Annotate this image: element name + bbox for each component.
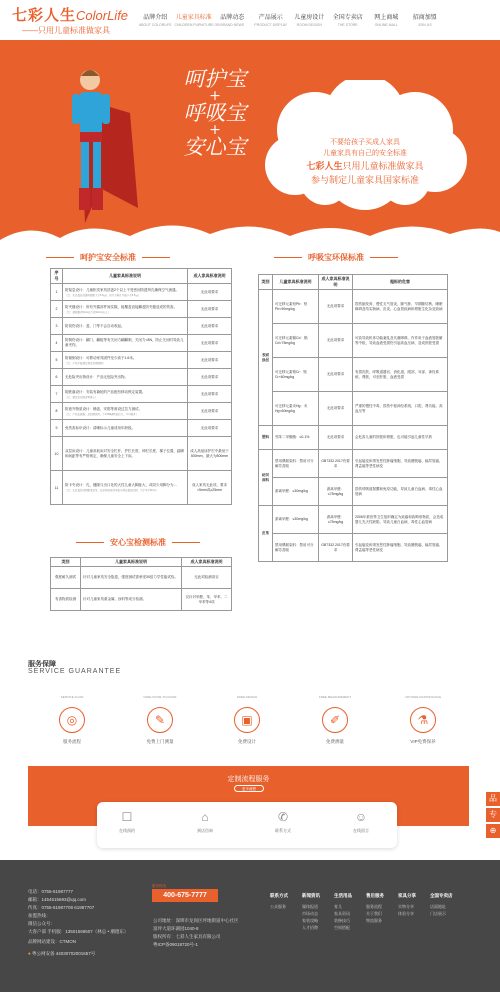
row-description xyxy=(63,403,188,420)
step-message[interactable]: ☺ 在线留言 xyxy=(341,810,381,834)
section-title-inspection: 安心宝检测标准 xyxy=(70,537,206,548)
hazard-text: 引起癌变和诱发恶性肿瘤细胞、导致膀胱癌、输尿管癌、肾盂癌等恶性病变 xyxy=(353,450,448,478)
row-description-main: 防夹缝设计：所有外露部件间实隙，能覆盖直接翻盖防夹缝造成的伤害。 xyxy=(65,304,177,309)
nav-item-news[interactable]: 品牌动态 BRAND NEWS xyxy=(220,15,245,27)
footer-col-stores: 全国专卖店 店面地址 门店展示 xyxy=(430,893,453,916)
row-adult-standard: 无此项要求 xyxy=(188,386,232,403)
row-number: 3 xyxy=(51,318,63,335)
row-adult-standard: 成人高低床护栏中最低于500mm，最大为800mm xyxy=(188,437,232,471)
row-description-note: （注：规格要求5mm以下或12mm以上） xyxy=(65,310,111,314)
category-cell: 表面涂层 xyxy=(259,290,273,426)
row-description xyxy=(63,369,188,386)
inspection-adult: 仅针对甲醛、苯、甲苯、二甲苯等4项 xyxy=(182,589,232,611)
row-adult-standard: 无此项要求 xyxy=(188,420,232,437)
environment-row xyxy=(259,534,448,562)
safety-standard-table: 序号 儿童家具标准说明 成人家具标准说明 1 防窒息设计：儿童柜类家具顶盖2个以上不受密闭防透风孔确保空气流通。 （注：孔径直径或通风面积大于6.5㎝²，如为方形孔不能小于6.5㎝） 无此项要求 2 防夹缝设计：所有外露部件间实隙，能覆盖直接翻盖防夹缝造成的伤害。 （注：规格要求5mm以下或12mm以上） 无此项要求 3 防误伤设计：盖、门等不会自动收起。 无此项要求 4 防倒伤设计：翻门、翻板等有关闭力翻翻制，关闭力<8N，防止关闭时导致儿童夹伤。 无此项要求 5 防倾倒设计：可移动家具固件至少高于1.6米。 （注：产品不能超过规定高度限制） 无此项要求 6 无危险突出物设计：产品无危险突出物。 无此项要求 7 防跌落设计：安装有撬轮的产品配有移动锁定装置。 （注：要定位在固定物体上） 无此项要求 8 防意外物质设计：桶盖、安排等被设过拉力测试。 （注：产品在做推、拉的测试时，下0.95kgf物品拉力，不可被开） 无此项要求 9 免伤害标识设计：清晰标示儿童适用年龄段。 无此项要求 10 双层床设计：儿童高低床对安全栏杆、护栏长度、伸栏长度、梯子位置、踏脚和间距等有严格规定，确保儿童安全上下床。 成人高低床护栏中最低于500mm，最大为800mm 11 防卡夹设计：孔、缝隙与出口处的大性儿童大脚趾大，或同少用脚分为… （注：孔处直径或间距适宜等，在拉伸适宜或可能与伸出直径区间，大于等于8mm） 成人家具无此项，要求<5mm或≥25mm xyxy=(50,268,232,505)
footer-col-news: 新闻资讯 媒体报道 市场动态 家装攻略 人才招聘 xyxy=(302,893,320,930)
row-adult-standard: 无此项要求 xyxy=(188,318,232,335)
environment-row xyxy=(259,478,448,506)
row-description-note: （注：孔处直径或间距适宜等，在拉伸适宜或可能与伸出直径区间，大于等于8mm） xyxy=(65,489,159,492)
slogan-safe: 安心宝 xyxy=(183,135,247,159)
safety-row xyxy=(51,471,232,505)
cloud-text: 不要给孩子买成人家具 儿童家具有自己的安全标准 七彩人生只用儿童标准做家具 参与制定儿童家具国家标准 xyxy=(306,139,424,185)
store-icon: ⌂ xyxy=(201,810,209,824)
step-online-booking[interactable]: ☐ 在线预约 xyxy=(107,810,147,834)
child-standard: 游离甲醛：≤30mg/kg xyxy=(273,506,319,534)
section-title-safety: 呵护宝安全标准 xyxy=(40,252,176,263)
brand-logo[interactable] xyxy=(12,4,129,35)
child-standard: 可迁移元素铬Cr：铬Cr<60mg/kg xyxy=(273,358,319,392)
footer-col-aftersale: 售后服务 服务流程 关于我们 物流服务 xyxy=(366,893,384,923)
row-description-main: 防倒伤设计：翻门、翻板等有关闭力翻翻制，关闭力<8N，防止关闭时导致儿童夹伤。 xyxy=(65,338,184,347)
flow-steps-card xyxy=(97,802,397,848)
row-number: 10 xyxy=(51,437,63,471)
child-standard: 可迁移元素镉Cd：镉Cd<75mg/kg xyxy=(273,324,319,358)
row-number: 9 xyxy=(51,420,63,437)
environment-row xyxy=(259,506,448,534)
row-adult-standard: 无此项要求 xyxy=(188,352,232,369)
footer-col-life: 生活用品 育儿 家具资讯 装修技巧 空间搭配 xyxy=(334,893,352,930)
row-number: 1 xyxy=(51,284,63,301)
hero-banner xyxy=(0,40,500,245)
footer: 电话：0755-61987777 邮箱：1454515693@qq.com 传真：0755-61987709 61987707 加盟热线： 微信公众号： 大客户部 手机服：13501569507（林总 • 潮德东） 品牌网站建设：CTMON ● 粤公网安备 44030702001657号 公司地址：深圳市龙岗区坪地街道中心社区 富坪大道环湖园1040-8 版权所有：七彩人生家具有限公司 粤ICP备09018720号-1 xyxy=(0,860,500,992)
message-icon: ☺ xyxy=(354,810,368,824)
row-description-main: 双层床设计：儿童高低床对安全栏杆、护栏长度、伸栏长度、梯子位置、踏脚和间距等有严格规定，确保儿童安全上下床。 xyxy=(65,448,184,458)
child-standard: 禁用偶氮染料：禁用可分解芳香胺 xyxy=(273,450,319,478)
design-icon: ▣ xyxy=(234,707,260,733)
service-item-flow[interactable]: SERVICE FLOW ◎ 服务流程 xyxy=(60,695,84,744)
row-number: 7 xyxy=(51,386,63,403)
icp-record: ● 粤公网安备 44030702001657号 xyxy=(28,951,96,956)
adult-standard: 无此项要求 xyxy=(319,392,353,426)
slogan-plus-2: + xyxy=(209,122,221,138)
row-description xyxy=(63,284,188,301)
safety-row xyxy=(51,386,232,403)
row-description xyxy=(63,437,188,471)
environment-row xyxy=(259,392,448,426)
phone-icon: ✆ xyxy=(277,810,289,824)
safety-row xyxy=(51,301,232,318)
environment-standard-table: 类别 儿童家具标准说明 成人家具标准说明 超标的危害 表面涂层 可迁移元素铅Pb：铅Pb<90mg/kg 无此项要求 损伤脑发育、慢性支气管炎、肺气肿、早期肺结核、睡眠障碍及结实肠病、皮炎、心血管疾病和肾脏生化杂变致病 可迁移元素镉Cd：镉Cd<75mg/kg 无此项要求 可致导致机体功能紊乱及代谢障碍，作作用于血液管脏腑等中枢，导致血液受损伤引起高血压病、造成肝脏受损 可迁移元素铬Cr：铬Cr<60mg/kg 无此项要求 有损皮肤、呼吸道器官、消化道、眼部、耳部、神经系统、肾脏，可至肝脏、血液受损 可迁移元素汞Hg：汞Hg<60mg/kg 无此项要求 严重的慢性中毒，损伤中枢神经系统、口腔、肾功能、高血压等 塑料 邻苯二甲酸酯：≤0.1% 无此项要求 会危害儿童的肝脏和肾脏，也可能引起儿童性早熟 纺织面料 禁用偶氮染料：禁用可分解芳香胺 GB7332.2017有要求 引起癌变和诱发恶性肿瘤细胞、导致膀胱癌、输尿管癌、肾盂癌等恶性病变 游离甲醛：≤30mg/kg 游离甲醛：≤75mg/kg 损伤呼吸道黏膜和免疫功能，导致儿童白血病、毒性心血管病 皮革 游离甲醛：≤30mg/kg 游离甲醛：≤75mg/kg 2006年被世界卫生组织确定为致癌和致畸形物质，会造成婴儿先天性缺陷，导致儿童白血病、毒性心血管病 禁用偶氮染料：禁用可分解芳香胺 GB7332.2017有要求 引起癌变和诱发恶性肿瘤细胞、导致膀胱癌、输尿管癌、肾盂癌等恶性病变 xyxy=(258,274,448,562)
inspection-row xyxy=(51,589,232,611)
top-navigation xyxy=(0,0,500,40)
row-adult-standard: 无此项要求 xyxy=(188,301,232,318)
side-float-brand[interactable]: 品 xyxy=(486,792,500,806)
footer-col-share: 家具分享 实物分享 体验分享 xyxy=(398,893,416,916)
more-flow-button[interactable]: 更多流程 xyxy=(234,785,264,792)
row-number: 5 xyxy=(51,352,63,369)
row-description-main: 防意外物质设计：桶盖、安排等被设过拉力测试。 xyxy=(65,406,142,411)
adult-standard: 无此项要求 xyxy=(319,290,353,324)
adult-standard: GB7332.2017有要求 xyxy=(319,534,353,562)
row-number: 6 xyxy=(51,369,63,386)
row-adult-standard: 无此项要求 xyxy=(188,284,232,301)
row-number: 2 xyxy=(51,301,63,318)
row-description xyxy=(63,301,188,318)
footer-col-contact: 联系方式 公众服务 xyxy=(270,893,288,909)
safety-row xyxy=(51,284,232,301)
row-description-main: 防窒息设计：儿童柜类家具顶盖2个以上不受密闭防透风孔确保空气流通。 xyxy=(65,287,179,292)
service-item-vip[interactable]: VIP FREE MAINTENANCE ⚗ VIP免费保养 xyxy=(404,695,442,744)
row-description xyxy=(63,318,188,335)
adult-standard: 无此项要求 xyxy=(319,426,353,450)
hazard-text: 可致导致机体功能紊乱及代谢障碍，作作用于血液管脏腑等中枢，导致血液受损伤引起高血压病、造成肝脏受损 xyxy=(353,324,448,358)
inspection-row xyxy=(51,567,232,589)
hazard-text: 损伤呼吸道黏膜和免疫功能，导致儿童白血病、毒性心血管病 xyxy=(353,478,448,506)
adult-standard: 无此项要求 xyxy=(319,358,353,392)
nav-item-mall[interactable]: 网上商城 ONLINE MALL xyxy=(374,15,399,27)
nav-item-stores[interactable]: 全国专卖店 THE STORE xyxy=(332,15,363,27)
row-description-main: 防卡夹设计：孔、缝隙与出口处的大性儿童大脚趾大，或同少用脚分为… xyxy=(65,483,177,487)
row-description xyxy=(63,420,188,437)
hazard-text: 会危害儿童的肝脏和肾脏，也可能引起儿童性早熟 xyxy=(353,426,448,450)
category-cell: 纺织面料 xyxy=(259,450,273,506)
row-number: 8 xyxy=(51,403,63,420)
hotline-caption: 服务热线 xyxy=(152,884,166,888)
row-number: 11 xyxy=(51,471,63,505)
environment-row xyxy=(259,450,448,478)
child-standard: 游离甲醛：≤30mg/kg xyxy=(273,478,319,506)
service-title: 服务保障 xyxy=(28,661,56,668)
inspection-child: 针对儿童家具重金属、涂料等成分检测。 xyxy=(81,589,182,611)
hazard-text: 有损皮肤、呼吸道器官、消化道、眼部、耳部、神经系统、肾脏，可至肝脏、血液受损 xyxy=(353,358,448,392)
child-standard: 禁用偶氮染料：禁用可分解芳香胺 xyxy=(273,534,319,562)
hero-slogan xyxy=(160,68,270,158)
safety-row xyxy=(51,352,232,369)
hazard-text: 严重的慢性中毒，损伤中枢神经系统、口腔、肾功能、高血压等 xyxy=(353,392,448,426)
step-contact[interactable]: ✆ 联系方式 xyxy=(263,810,303,834)
main-menu xyxy=(136,12,444,27)
safety-row xyxy=(51,437,232,471)
row-description-main: 免伤害标识设计：清晰标示儿童适用年龄段。 xyxy=(65,425,135,430)
side-float-store[interactable]: 专 xyxy=(486,808,500,822)
service-flow-icon: ◎ xyxy=(59,707,85,733)
row-number: 4 xyxy=(51,335,63,352)
pencil-ruler-icon: ✐ xyxy=(322,707,348,733)
row-description-note: （注：要定位在固定物体上） xyxy=(65,395,98,399)
hotline-number[interactable]: 400-675-7777 xyxy=(152,889,218,902)
logo-cn: 七彩人生 xyxy=(12,7,77,24)
company-info: 公司地址：深圳市龙岗区坪地街道中心社区 富坪大道环湖园1040-8 版权所有：七彩人生家具有限公司 粤ICP备09018720号-1 xyxy=(153,918,239,947)
adult-standard: 游离甲醛：≤75mg/kg xyxy=(319,506,353,534)
row-description xyxy=(63,471,188,505)
hazard-text: 2006年被世界卫生组织确定为致癌和致畸形物质，会造成婴儿先天性缺陷，导致儿童白血病、毒性心血管病 xyxy=(353,506,448,534)
slogan-breath: 呼吸宝 xyxy=(183,101,247,125)
spray-bottle-icon: ⚗ xyxy=(410,707,436,733)
safety-row xyxy=(51,335,232,352)
environment-row xyxy=(259,290,448,324)
row-description-main: 防跌落设计：安装有撬轮的产品配有移动锁定装置。 xyxy=(65,389,146,394)
environment-row xyxy=(259,426,448,450)
row-description xyxy=(63,352,188,369)
slogan-plus-1: + xyxy=(209,88,221,104)
category-cell: 皮革 xyxy=(259,506,273,562)
section-title-environment: 呼吸宝环保标准 xyxy=(268,252,404,263)
inspection-category: 有害物质检测 xyxy=(51,589,81,611)
inspection-category: 强度耐久测试 xyxy=(51,567,81,589)
flow-title: 定制流程服务 xyxy=(227,776,270,783)
row-adult-standard: 无此项要求 xyxy=(188,403,232,420)
measure-icon: ✎ xyxy=(147,707,173,733)
service-item-measure[interactable]: FREE MEASUREMENT ✐ 免费测量 xyxy=(318,695,352,744)
adult-standard: GB7332.2017有要求 xyxy=(319,450,353,478)
hero-cloud-edge xyxy=(0,210,500,245)
row-description xyxy=(63,386,188,403)
hazard-text: 引起癌变和诱发恶性肿瘤细胞、导致膀胱癌、输尿管癌、肾盂癌等恶性病变 xyxy=(353,534,448,562)
environment-row xyxy=(259,358,448,392)
service-item-design[interactable]: FREE DESIGN ▣ 免费设计 xyxy=(217,695,277,745)
environment-row xyxy=(259,324,448,358)
category-cell: 塑料 xyxy=(259,426,273,450)
adult-standard: 游离甲醛：≤75mg/kg xyxy=(319,478,353,506)
row-description-note: （注：产品不能超过规定高度限制） xyxy=(65,361,106,365)
nav-item-join[interactable]: 招商加盟 JOIN US xyxy=(412,15,437,27)
calendar-icon: ☐ xyxy=(121,810,133,824)
inspection-standard-table: 类别 儿童家具标准说明 成人家具标准说明 强度耐久测试 针对儿童家具安全隐患，强度测试需承受30倍力学性能试验。 无此项检测项目 有害物质检测 针对儿童家具重金属、涂料等成分检测。 仅针对甲醛、苯、甲苯、二甲苯等4项 xyxy=(50,557,232,611)
child-standard: 可迁移元素铅Pb：铅Pb<90mg/kg xyxy=(273,290,319,324)
safety-row xyxy=(51,420,232,437)
superhero-child-image xyxy=(60,58,140,228)
row-description xyxy=(63,335,188,352)
child-standard: 可迁移元素汞Hg：汞Hg<60mg/kg xyxy=(273,392,319,426)
nav-item-standard[interactable]: 儿童家具标准 CHILDREN FURNITURE GB xyxy=(174,15,220,27)
police-badge-icon: ● xyxy=(28,951,31,956)
row-description-main: 无危险突出物设计：产品无危险突出物。 xyxy=(65,374,128,379)
slogan-care: 呵护宝 xyxy=(183,67,247,91)
safety-row xyxy=(51,369,232,386)
row-adult-standard: 成人家具无此项，要求<5mm或≥25mm xyxy=(188,471,232,505)
safety-row xyxy=(51,318,232,335)
nav-item-products[interactable]: 产品展示 PRODUCT DISPLAY xyxy=(254,15,288,27)
step-store-consult[interactable]: ⌂ 到店咨询 xyxy=(185,810,225,834)
row-description-note: （注：产品在做推、拉的测试时，下0.95kgf物品拉力，不可被开） xyxy=(65,412,139,416)
row-adult-standard: 无此项要求 xyxy=(188,335,232,352)
inspection-adult: 无此项检测项目 xyxy=(182,567,232,589)
row-adult-standard: 无此项要求 xyxy=(188,369,232,386)
safety-row xyxy=(51,403,232,420)
logo-en: ColorLife xyxy=(76,8,129,23)
logo-tagline: ——只用儿童标准做家具 xyxy=(22,26,110,35)
child-standard: 邻苯二甲酸酯：≤0.1% xyxy=(273,426,319,450)
row-description-main: 防倾倒设计：可移动家具固件至少高于1.6米。 xyxy=(65,355,137,360)
nav-item-about[interactable]: 品牌介绍 ABOUT COLORLIFE xyxy=(138,15,172,27)
hazard-text: 损伤脑发育、慢性支气管炎、肺气肿、早期肺结核、睡眠障碍及结实肠病、皮炎、心血管疾病和肾脏生化杂变致病 xyxy=(353,290,448,324)
service-item-door[interactable]: FREE DOOR-TO-DOOR ✎ 免费上门测量 xyxy=(143,695,177,744)
adult-standard: 无此项要求 xyxy=(319,324,353,358)
side-float-top[interactable]: ⊕ xyxy=(486,824,500,838)
inspection-child: 针对儿童家具安全隐患，强度测试需承受30倍力学性能试验。 xyxy=(81,567,182,589)
service-subtitle: SERVICE GUARANTEE xyxy=(28,668,122,675)
row-description-main: 防误伤设计：盖、门等不会自动收起。 xyxy=(65,323,125,328)
nav-item-room-design[interactable]: 儿童房设计 ROOM DESIGN xyxy=(294,15,325,27)
row-description-note: （注：孔径直径或通风面积大于6.5㎝²，如为方形孔不能小于6.5㎝） xyxy=(65,293,141,297)
